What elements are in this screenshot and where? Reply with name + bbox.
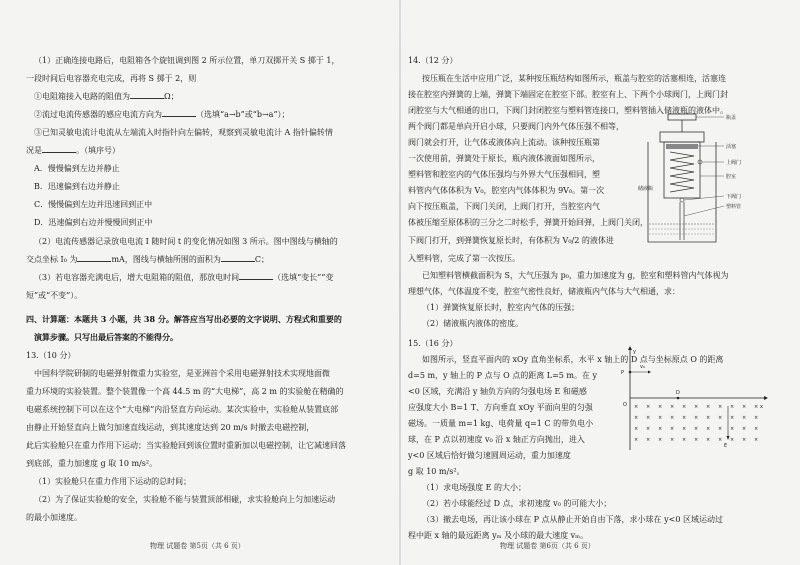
option-d: D．迅速偏到右边并慢慢回到正中 — [34, 218, 153, 227]
q14-line5: 阀门就会打开，让气体或液体向上流动。该种按压瓶第 — [408, 138, 600, 147]
field-cross: × — [646, 404, 651, 410]
label-piston: 活塞 — [726, 144, 737, 150]
field-cross: × — [742, 404, 747, 410]
field-cross: × — [730, 437, 735, 443]
q15-line2: d=5 m，y 轴上的 P 点与 O 点的距离 L=5 m。在 y — [408, 371, 598, 380]
point-d-dot — [677, 397, 680, 400]
lower-valve-shape — [680, 198, 684, 202]
y-axis-label: y — [633, 349, 636, 355]
q12-part3-line2: 短”或“不变”）。 — [26, 291, 83, 300]
field-cross: × — [718, 404, 723, 410]
field-cross: × — [694, 426, 699, 432]
field-cross: × — [634, 404, 639, 410]
coordinate-field-diagram — [618, 346, 768, 456]
q14-line11: 下阀门打开，到弹簧恢复原长时，有体积为 V₀/2 的液体进 — [408, 236, 614, 245]
magnetic-field-crosses — [634, 404, 758, 443]
q14-line3: 闭腔室与大气相通的出口，下阀门封闭腔室与塑料管连接口，塑料管插入储液瓶的液体中。 — [408, 106, 728, 115]
left-page-footer: 物理 试题卷 第5页（共 6 页） — [150, 542, 245, 550]
label-chamber: 腔室 — [726, 174, 737, 180]
q14-line2: 接在腔室内弹簧的上端，弹簧下端固定在腔室下部。腔室有上、下两个小球阀门，上阀门封 — [408, 90, 728, 99]
field-cross: × — [718, 415, 723, 421]
q15-line7: y<0 区域后恰好做匀速圆周运动，重力加速度 — [408, 451, 571, 460]
q13-line3: 电磁系统控制下可以在这个“大电梯”内沿竖直方向运动。某次实验中，实验舱从装置底部 — [26, 405, 339, 414]
q14-line10: 体被压缩至原体积的三分之二时松手，弹簧开始回弹，上阀门关闭， — [408, 218, 648, 227]
option-b: B．迅速偏到右边并静止 — [34, 182, 120, 191]
field-cross: × — [694, 404, 699, 410]
q13-line1: 中国科学院研制的电磁弹射微重力实验室，是亚洲首个采用电磁弹射技术实现地面微 — [34, 369, 330, 378]
q14-line12: 入塑料管，完成了第一次按压。 — [408, 254, 520, 263]
point-p-dot — [629, 371, 632, 374]
field-cross: × — [634, 415, 639, 421]
q14-line7: 塑料管和腔室内的气体压强均与外界大气压强相同，塑 — [408, 170, 600, 179]
q14-line6: 一次使用前，弹簧处于原长，瓶内液体液面如图所示， — [408, 154, 600, 163]
q13-part2-line2: 的最小加速度。 — [26, 513, 82, 522]
storage-bottle-shape — [648, 142, 716, 242]
q15-heading: 15.（16 分） — [408, 339, 458, 348]
q13-part1: （1）实验舱只在重力作用下运动的总时间； — [34, 477, 192, 486]
field-cross: × — [742, 437, 747, 443]
q14-part2: （2）储液瓶内液体的密度。 — [422, 319, 524, 328]
field-cross: × — [646, 437, 651, 443]
field-cross: × — [670, 404, 675, 410]
label-upper-valve: 上阀门 — [726, 160, 742, 166]
q14-line9: 向下按压瓶盖，下阀门关闭，上阀门打开，当腔室内气 — [408, 202, 600, 211]
field-cross: × — [682, 437, 687, 443]
q12-part1-line1: （1）正确连接电路后，电阻箱各个旋钮调到图 2 所示位置，单刀双掷开关 S 掷于 1， — [34, 56, 340, 65]
field-cross: × — [670, 426, 675, 432]
label-storage-bottle: 储液瓶 — [638, 186, 654, 192]
field-cross: × — [670, 437, 675, 443]
origin-label: O — [623, 402, 627, 408]
field-cross: × — [694, 437, 699, 443]
q14-line8: 料管内气体体积为 V₀，腔室内气体体积为 9V₀。第一次 — [408, 186, 605, 195]
press-bottle-diagram — [638, 112, 754, 246]
field-cross: × — [754, 404, 759, 410]
section-four-line2: 演算步骤。只写出最后答案的不能得分。 — [34, 332, 178, 342]
field-cross: × — [646, 415, 651, 421]
q14-part1: （1）弹簧恢复原长时，腔室内气体的压强； — [422, 303, 580, 312]
field-cross: × — [706, 426, 711, 432]
initial-velocity-label: v₀ — [640, 364, 645, 370]
field-cross: × — [742, 415, 747, 421]
q12-part2-line1: （2）电流传感器记录放电电流 I 随时间 t 的变化情况如图 3 所示。图中图线与横轴的 — [34, 237, 338, 246]
field-cross: × — [634, 426, 639, 432]
field-cross: × — [670, 415, 675, 421]
field-cross: × — [754, 426, 759, 432]
field-cross: × — [658, 404, 663, 410]
field-cross: × — [658, 415, 663, 421]
label-cap: 瓶盖 — [726, 115, 737, 121]
option-a: A．慢慢偏到左边并静止 — [34, 164, 120, 173]
field-cross: × — [742, 426, 747, 432]
x-axis-label: x — [760, 404, 763, 410]
q12-sub1: ①电阻箱接入电路的阻值为 Ω； — [34, 92, 179, 101]
q15-part1: （1）求电场强度 E 的大小； — [422, 483, 527, 492]
q15-part2: （2）若小球能经过 D 点，求初速度 v₀ 的可能大小； — [422, 499, 612, 508]
q15-line6: 球，在 P 点以初速度 v₀ 沿 x 轴正方向抛出，进入 — [408, 435, 585, 444]
field-cross: × — [706, 404, 711, 410]
field-cross: × — [694, 415, 699, 421]
label-tube: 塑料管 — [726, 204, 742, 210]
right-page-footer: 物理 试题卷 第6页（共 6 页） — [500, 542, 595, 550]
q15-part3-line2: 程中距 x 轴的最远距离 yₘ 及小球的最大速度 vₘ。 — [408, 531, 589, 540]
field-cross: × — [682, 415, 687, 421]
q13-line5: 此后实验舱只在重力作用下运动；当实验舱回到该位置时重新加以电磁控制，让它减速回落 — [26, 441, 346, 450]
option-c: C．慢慢偏到左边并迅速回到正中 — [34, 200, 153, 209]
field-cross: × — [718, 437, 723, 443]
field-cross: × — [730, 415, 735, 421]
field-cross: × — [682, 404, 687, 410]
point-p-label: P — [621, 370, 625, 376]
q15-line4: 应强度大小 B=1 T、方向垂直 xOy 平面向里的匀强 — [408, 403, 593, 412]
field-cross: × — [658, 426, 663, 432]
field-cross: × — [718, 426, 723, 432]
field-cross: × — [730, 426, 735, 432]
q15-part3-line1: （3）撤去电场，再让该小球在 P 点从静止开始自由下落，求小球在 y<0 区域运动过 — [422, 515, 723, 524]
field-cross: × — [754, 437, 759, 443]
field-cross: × — [646, 426, 651, 432]
field-cross: × — [754, 415, 759, 421]
q12-part3-line1: （3）若电容器充满电后，增大电阻箱的阻值，那放电时间 （选填“变长”“变 — [34, 273, 334, 282]
q14-heading: 14.（12 分） — [408, 56, 458, 65]
q12-sub3-line2: 况是 。（填序号） — [26, 146, 120, 155]
section-four-line1: 四、计算题：本题共 3 小题，共 38 分。解答应当写出必要的文字说明、方程式和重要的 — [26, 314, 342, 324]
piston-shape — [666, 144, 698, 149]
spring-shape — [670, 152, 694, 192]
q14-line13: 已知塑料管横截面积为 S，大气压强为 p₀，重力加速度为 g，腔室和塑料管内气体视为 — [422, 271, 729, 280]
field-cross: × — [706, 437, 711, 443]
field-cross: × — [682, 426, 687, 432]
field-cross: × — [658, 437, 663, 443]
field-cross: × — [634, 437, 639, 443]
q15-line8: g 取 10 m/s²。 — [408, 467, 465, 476]
q15-line1: 如图所示，竖直平面内的 xOy 直角坐标系，水平 x 轴上的 D 点与坐标原点 O 的距离 — [422, 355, 724, 364]
label-lower-valve: 下阀门 — [726, 194, 742, 200]
q13-part2-line1: （2）为了保证实验舱的安全，实验舱不能与装置顶部相碰，求实验舱向上匀加速运动 — [34, 495, 336, 504]
q14-line14: 理想气体，气体温度不变，腔室气密性良好，储液瓶内气体与大气相通，求： — [408, 287, 680, 296]
right-page — [400, 0, 800, 565]
q14-line1: 按压瓶在生活中应用广泛，某种按压瓶结构如图所示，瓶盖与腔室的活塞相连，活塞连 — [422, 74, 726, 83]
q13-line2: 重力环境的实验装置。整个装置像一个高 44.5 m 的“大电梯”，高 2 m 的实验舱在精确的 — [26, 387, 344, 396]
q15-line5: 磁场。一质量 m=1 kg、电荷量 q=1 C 的带负电小 — [408, 419, 594, 428]
q13-line6: 到底部，重力加速度 g 取 10 m/s²。 — [26, 459, 158, 468]
q12-sub3-line1: ③已知灵敏电流计电流从左端流入时指针向左偏转，观察到灵敏电流计 A 指针偏转情 — [34, 128, 333, 137]
field-cross: × — [730, 404, 735, 410]
q13-heading: 13.（10 分） — [26, 351, 76, 360]
field-e-label: E — [724, 443, 728, 449]
q12-sub2: ②流过电流传感器的感应电流方向为 （选填“a→b”或“b→a”）； — [34, 110, 290, 119]
point-d-label: D — [676, 390, 680, 396]
q13-line4: 由静止开始竖直向上做匀加速直线运动，到其速度达到 20 m/s 时撤去电磁控制， — [26, 423, 315, 432]
bottle-cap-shape — [668, 114, 696, 120]
q12-part1-line2: 一段时间后电容器充电完成，再将 S 掷于 2，则 — [26, 74, 197, 83]
q12-part2-line2: 交点坐标 I₀ 为 mA，图线与横轴所围的面积为 C； — [26, 255, 269, 264]
field-cross: × — [706, 415, 711, 421]
q15-line3: <0 区域，充满沿 y 轴负方向的匀强电场 E 和磁感 — [408, 387, 587, 396]
q14-line4: 两个阀门都是单向开启小球，只要阀门内外气体压强不相等， — [408, 122, 624, 131]
